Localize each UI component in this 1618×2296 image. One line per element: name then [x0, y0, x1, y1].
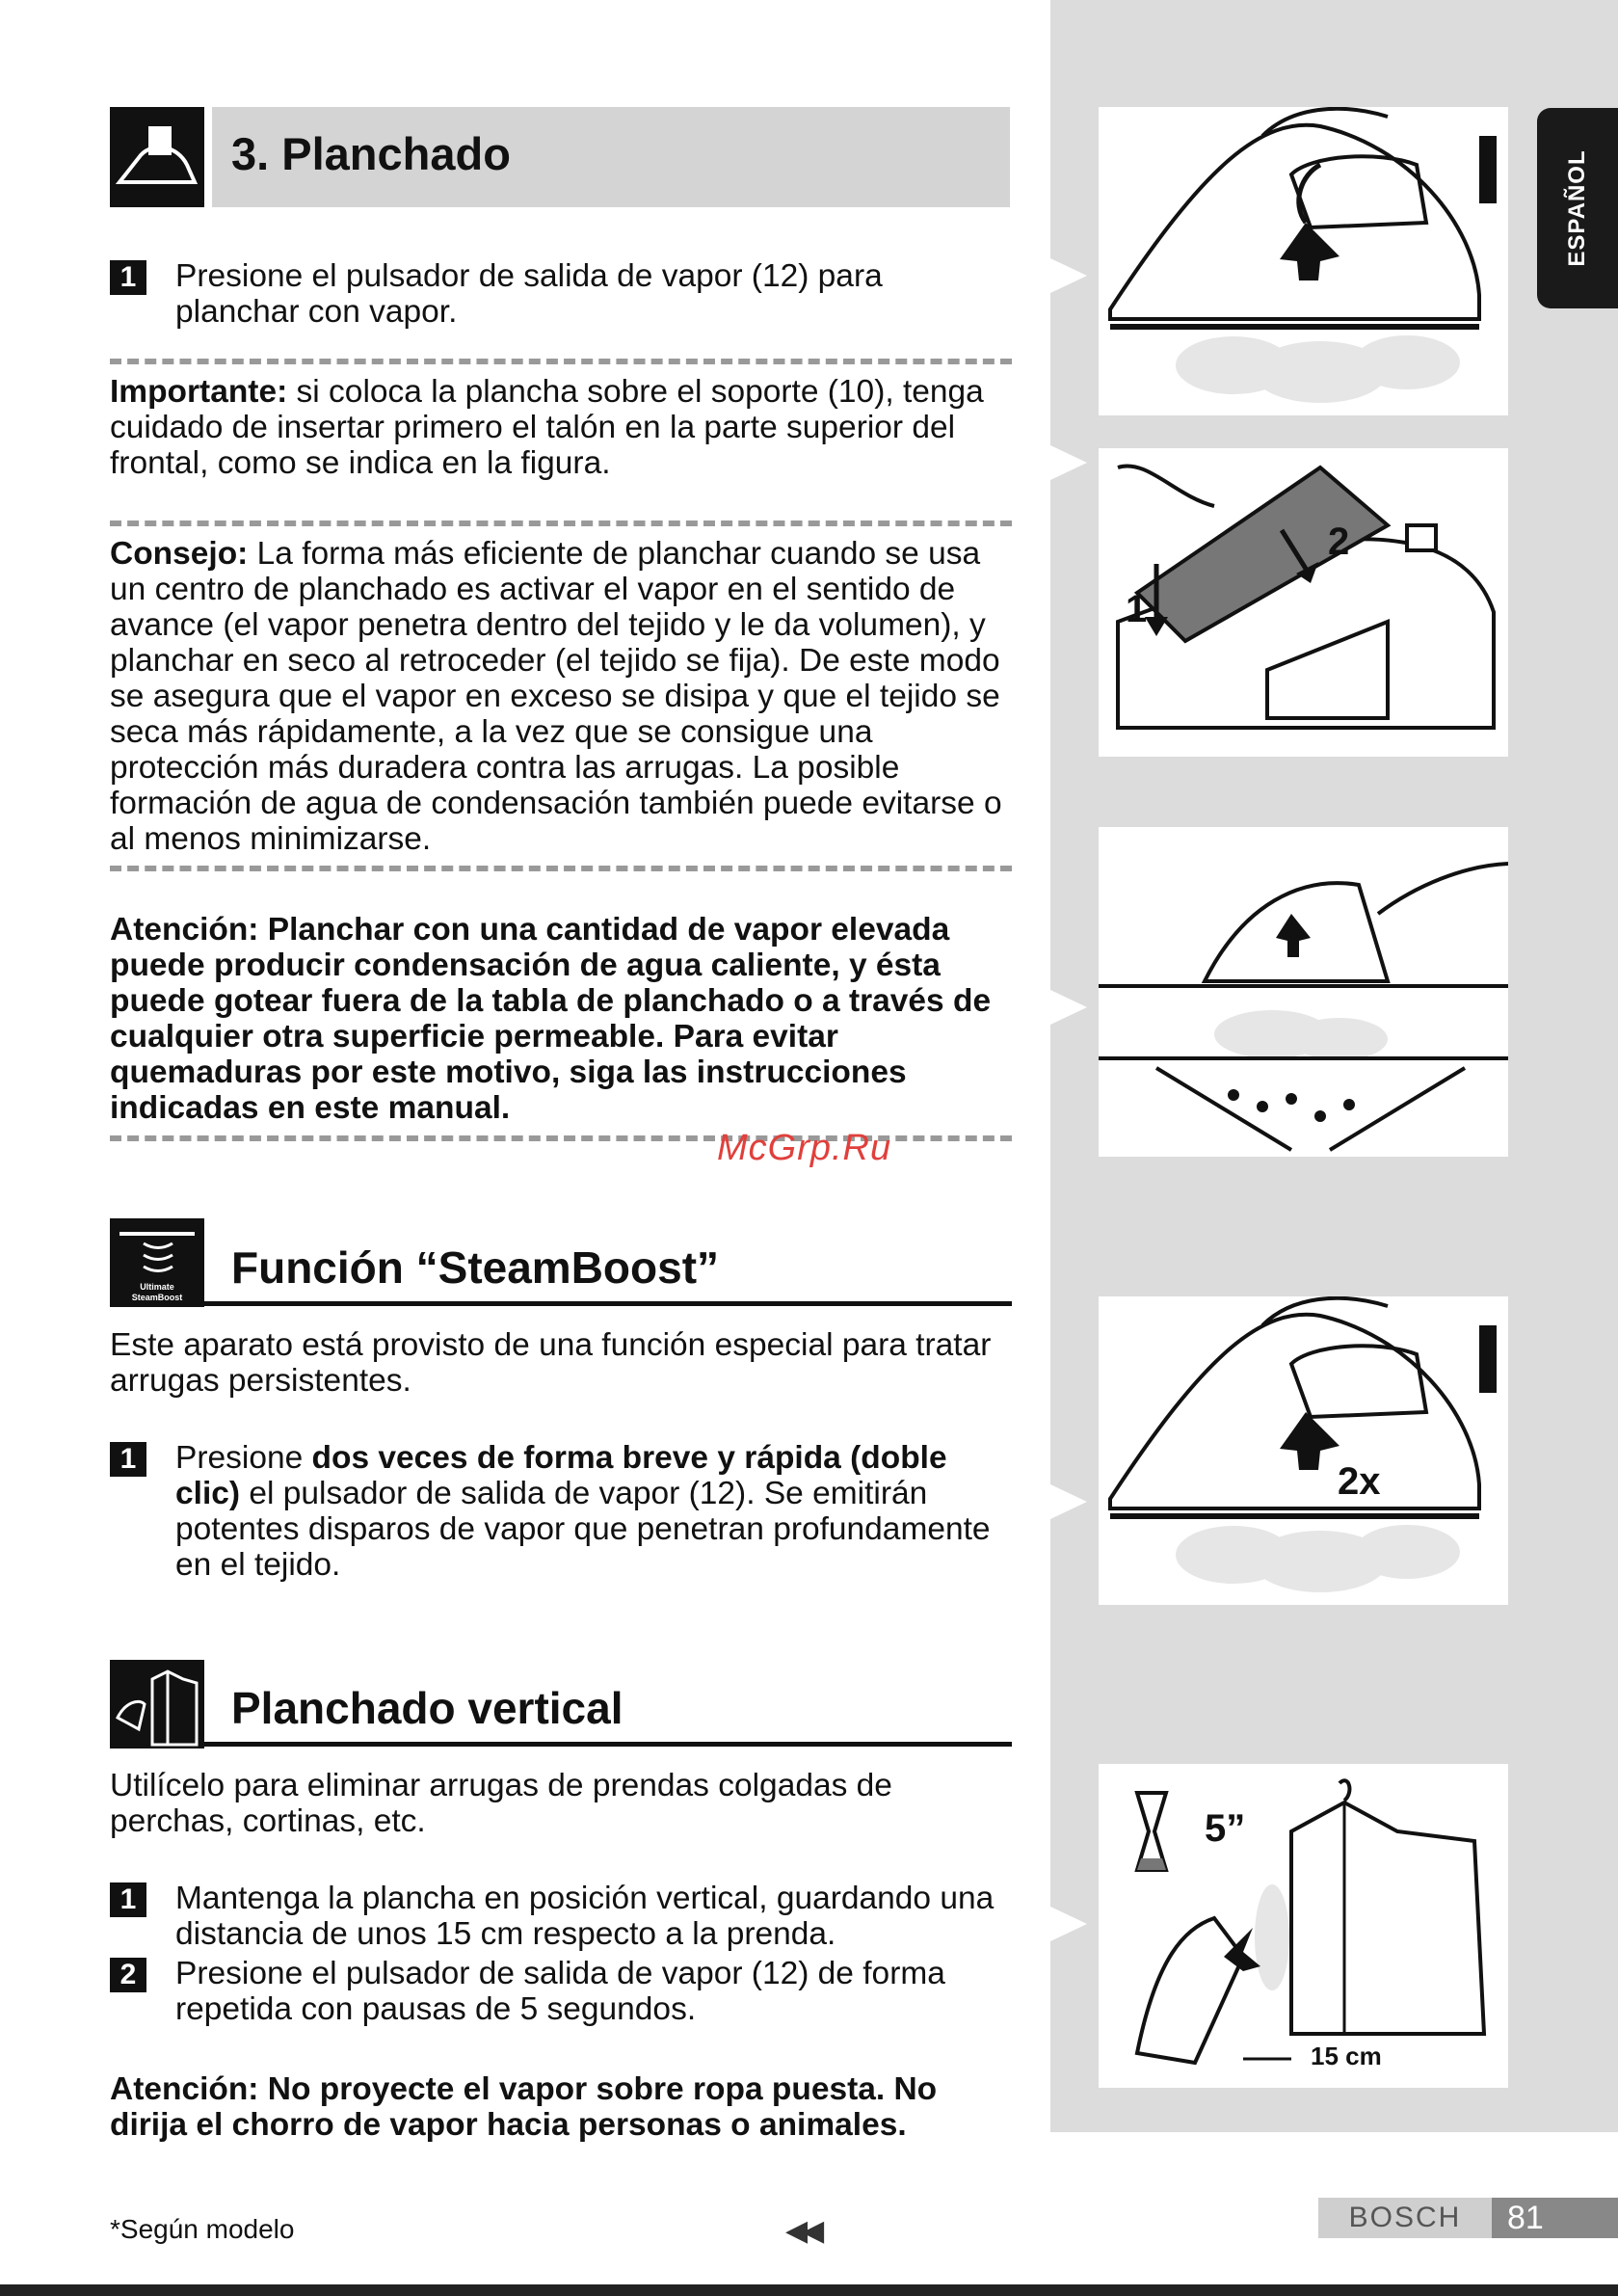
figure-pointer [1050, 990, 1087, 1025]
figure-pointer [1050, 1484, 1087, 1519]
language-tab: ESPAÑOL [1537, 108, 1618, 308]
figure-label-2x: 2x [1338, 1460, 1381, 1503]
section-rule [204, 1742, 1012, 1747]
steamboost-icon [110, 1218, 204, 1307]
steamboost-intro: Este aparato está provisto de una función especial para tratar arrugas persistentes. [110, 1327, 992, 1399]
step-number: 1 [110, 1882, 146, 1917]
atencion-warning: Atención: Planchar con una cantidad de vapor elevada puede producir condensación de agua caliente, y ésta puede gotear fuera de la tabla de planchado o a través de cualquier otra superficie permeable. Para evitar quemaduras por este motivo, siga las instrucciones indicadas en este manual. [110, 912, 992, 1126]
figure-label-1: 1 [1126, 588, 1148, 630]
page-title: 3. Planchado [231, 128, 511, 179]
figure-iron-stand [1099, 448, 1508, 757]
figure-pointer [1050, 258, 1087, 293]
brand-label: BOSCH [1318, 2198, 1492, 2238]
figure-pointer [1050, 445, 1087, 480]
steamboost-title: Función “SteamBoost” [231, 1242, 720, 1293]
planchado-step-1: Presione el pulsador de salida de vapor (12) para planchar con vapor. [175, 258, 883, 330]
importante-note: Importante: si coloca la plancha sobre el soporte (10), tenga cuidado de insertar primero el talón en la parte superior del frontal, como se indica en la figura. [110, 374, 984, 481]
step-number: 1 [110, 1442, 146, 1477]
figure-label-15cm: 15 cm [1311, 2042, 1382, 2070]
vertical-step-1: Mantenga la plancha en posición vertical, guardando una distancia de unos 15 cm respecto a la prenda. [175, 1881, 995, 1952]
figure-pointer [1050, 1907, 1087, 1941]
steamboost-icon-label: SteamBoost [131, 1293, 183, 1302]
consejo-note: Consejo: La forma más eficiente de planchar cuando se usa un centro de planchado es activar el vapor en el sentido de avance (el vapor penetra dentro del tejido y le da volumen), y planchar en seco al retroceder (el tejido se fija). De este modo se asegura que el vapor en exceso se disipa y que el tejido se seca más rápidamente, a la vez que se consigue una protección más duradera contra las arrugas. La posible formación de agua de condensación también puede evitarse o al menos minimizarse. [110, 536, 1002, 857]
figure-label-2: 2 [1328, 521, 1350, 563]
bottom-rule [0, 2284, 1618, 2296]
vertical-title: Planchado vertical [231, 1683, 623, 1733]
figure-vertical-steam [1099, 1764, 1508, 2088]
ironing-icon [110, 107, 204, 207]
divider [110, 866, 1012, 871]
vertical-intro: Utilícelo para eliminar arrugas de prendas colgadas de perchas, cortinas, etc. [110, 1768, 892, 1839]
footnote: *Según modelo [110, 2214, 295, 2244]
figure-ironing-board [1099, 827, 1508, 1157]
figure-iron-steamboost [1099, 1296, 1508, 1605]
divider [110, 359, 1012, 364]
nav-back-icon[interactable]: ◀◀ [785, 2215, 819, 2247]
figure-iron-steam [1099, 107, 1508, 415]
figure-label-5s: 5” [1205, 1807, 1246, 1850]
page-number: 81 [1492, 2198, 1618, 2238]
steamboost-step-1: Presione dos veces de forma breve y rápida (doble clic) el pulsador de salida de vapor (12). Se emitirán potentes disparos de vapor que penetran profundamente en el tejido. [175, 1440, 991, 1583]
vertical-warning: Atención: No proyecte el vapor sobre ropa puesta. No dirija el chorro de vapor hacia personas o animales. [110, 2071, 938, 2143]
step-number: 2 [110, 1958, 146, 1992]
watermark: McGrp.Ru [717, 1128, 892, 1168]
section-rule [204, 1301, 1012, 1306]
divider [110, 521, 1012, 526]
steamboost-icon-label: Ultimate [140, 1282, 174, 1292]
vertical-step-2: Presione el pulsador de salida de vapor (12) de forma repetida con pausas de 5 segundos. [175, 1956, 945, 2027]
step-number: 1 [110, 260, 146, 295]
vertical-steam-icon [110, 1660, 204, 1749]
